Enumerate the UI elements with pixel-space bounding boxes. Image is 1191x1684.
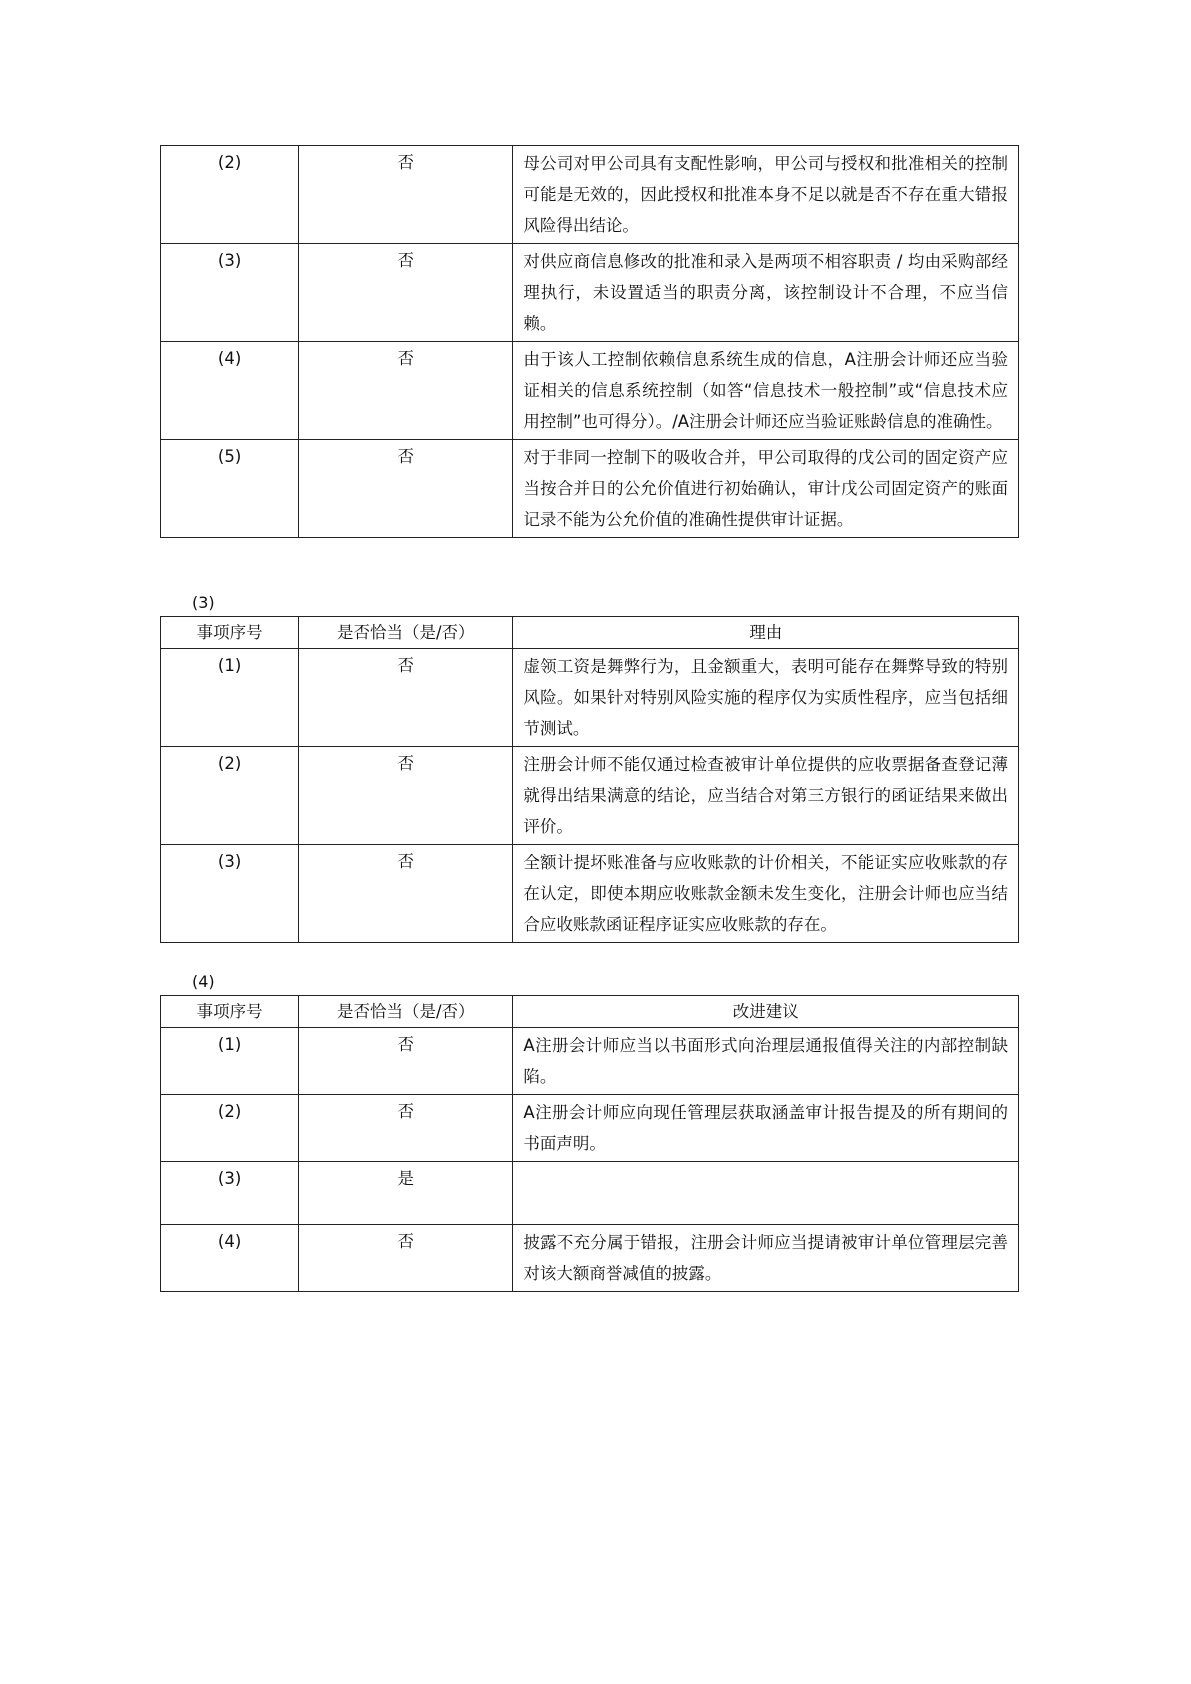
header-appropriate: 是否恰当（是/否） — [299, 617, 513, 649]
appropriate-answer: 否 — [299, 1095, 513, 1162]
item-number: (1) — [161, 1028, 299, 1095]
table-row — [161, 440, 1019, 538]
table-row — [161, 1162, 1019, 1225]
reason-text: 对于非同一控制下的吸收合并，甲公司取得的戊公司的固定资产应当按合并日的公允价值进行初始确认，审计戊公司固定资产的账面记录不能为公允价值的准确性提供审计证据。 — [513, 440, 1019, 538]
appropriate-answer: 否 — [299, 747, 513, 845]
reason-text: 母公司对甲公司具有支配性影响，甲公司与授权和批准相关的控制可能是无效的，因此授权和批准本身不足以就是否不存在重大错报风险得出结论。 — [513, 146, 1019, 244]
reason-text: 对供应商信息修改的批准和录入是两项不相容职责 / 均由采购部经理执行，未设置适当的职责分离，该控制设计不合理，不应当信赖。 — [513, 244, 1019, 342]
table-row — [161, 146, 1019, 244]
appropriate-answer: 否 — [299, 1225, 513, 1292]
section-label: (4) — [192, 972, 215, 991]
appropriate-answer: 否 — [299, 649, 513, 747]
appropriate-answer: 否 — [299, 440, 513, 538]
header-item-number: 事项序号 — [161, 617, 299, 649]
table-row — [161, 649, 1019, 747]
appropriate-answer: 是 — [299, 1162, 513, 1225]
item-number: (4) — [161, 1225, 299, 1292]
table-2-body — [160, 145, 1019, 538]
table-row — [161, 342, 1019, 440]
item-number: (2) — [161, 747, 299, 845]
reason-text: 由于该人工控制依赖信息系统生成的信息，A注册会计师还应当验证相关的信息系统控制（如答“信息技术一般控制”或“信息技术应用控制”也可得分）。/A注册会计师还应当验证账龄信息的准确性。 — [513, 342, 1019, 440]
table-row — [161, 747, 1019, 845]
answer-section-4 — [160, 969, 1019, 1292]
item-number: (3) — [161, 845, 299, 943]
item-number: (3) — [161, 244, 299, 342]
item-number: (2) — [161, 1095, 299, 1162]
table-row — [161, 1225, 1019, 1292]
item-number: (5) — [161, 440, 299, 538]
item-number: (2) — [161, 146, 299, 244]
table-row — [161, 1095, 1019, 1162]
header-item-number: 事项序号 — [161, 996, 299, 1028]
appropriate-answer: 否 — [299, 244, 513, 342]
appropriate-answer: 否 — [299, 1028, 513, 1095]
table-4 — [160, 995, 1019, 1292]
answer-table-2-continued — [160, 145, 1019, 538]
table-3 — [160, 616, 1019, 943]
reason-text: 注册会计师不能仅通过检查被审计单位提供的应收票据备查登记薄就得出结果满意的结论，应当结合对第三方银行的函证结果来做出评价。 — [513, 747, 1019, 845]
appropriate-answer: 否 — [299, 845, 513, 943]
suggestion-text — [513, 1162, 1019, 1225]
table-header-row — [161, 996, 1019, 1028]
suggestion-text: 披露不充分属于错报，注册会计师应当提请被审计单位管理层完善对该大额商誉减值的披露。 — [513, 1225, 1019, 1292]
header-reason: 理由 — [513, 617, 1019, 649]
header-appropriate: 是否恰当（是/否） — [299, 996, 513, 1028]
appropriate-answer: 否 — [299, 146, 513, 244]
table-row — [161, 845, 1019, 943]
table-row — [161, 244, 1019, 342]
answer-section-3 — [160, 590, 1019, 943]
suggestion-text: A注册会计师应当以书面形式向治理层通报值得关注的内部控制缺陷。 — [513, 1028, 1019, 1095]
table-header-row — [161, 617, 1019, 649]
item-number: (3) — [161, 1162, 299, 1225]
appropriate-answer: 否 — [299, 342, 513, 440]
item-number: (4) — [161, 342, 299, 440]
reason-text: 全额计提坏账准备与应收账款的计价相关，不能证实应收账款的存在认定，即使本期应收账款金额未发生变化，注册会计师也应当结合应收账款函证程序证实应收账款的存在。 — [513, 845, 1019, 943]
table-row — [161, 1028, 1019, 1095]
reason-text: 虚领工资是舞弊行为，且金额重大，表明可能存在舞弊导致的特别风险。如果针对特别风险实施的程序仅为实质性程序，应当包括细节测试。 — [513, 649, 1019, 747]
suggestion-text: A注册会计师应向现任管理层获取涵盖审计报告提及的所有期间的书面声明。 — [513, 1095, 1019, 1162]
item-number: (1) — [161, 649, 299, 747]
section-label: (3) — [192, 593, 215, 612]
header-suggestion: 改进建议 — [513, 996, 1019, 1028]
